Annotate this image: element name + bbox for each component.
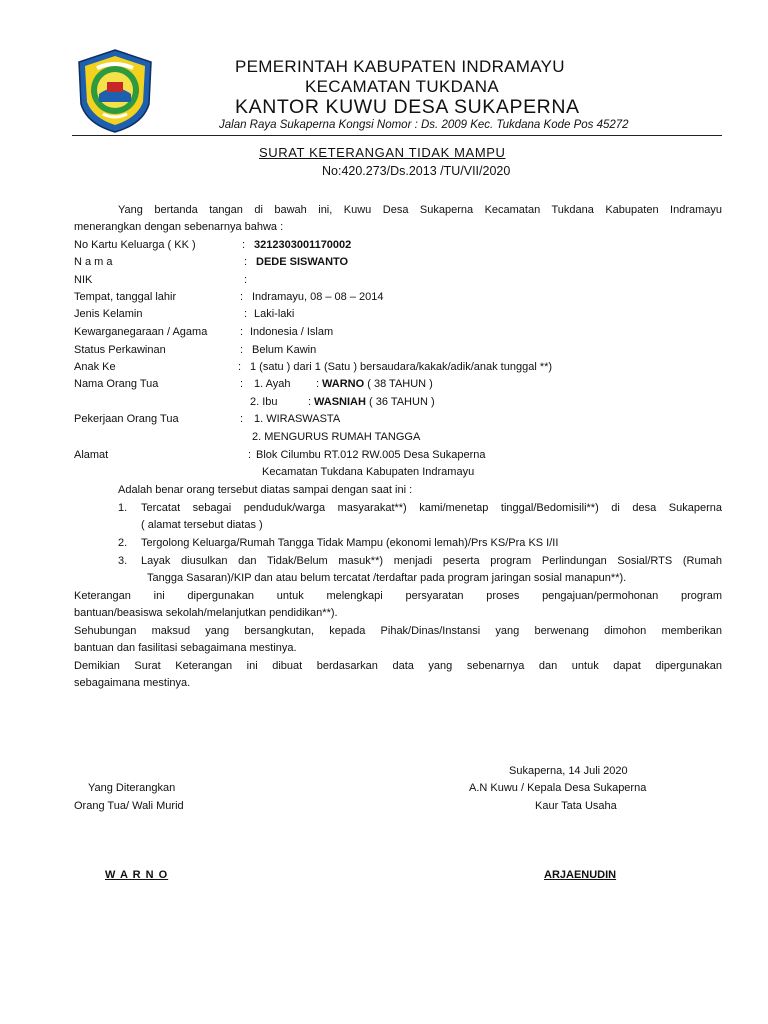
parent-father-age: ( 38 TAHUN ) (364, 378, 433, 390)
field-colon: : (240, 291, 244, 303)
point-1-line-2: ( alamat tersebut diatas ) (141, 519, 263, 531)
point-3-number: 3. (118, 555, 128, 567)
field-value-kk: 3212303001170002 (254, 239, 352, 251)
field-label-kk: No Kartu Keluarga ( KK ) (74, 239, 196, 251)
statement-intro: Adalah benar orang tersebut diatas sampai dengan saat ini : (118, 484, 413, 496)
point-3-line-1: Layak diusulkan dan Tidak/Belum masuk**) menjadi peserta program Perlindungan Sosial/RTS (Rumah (141, 555, 722, 567)
intro-line-2: menerangkan dengan sebenarnya bahwa : (74, 221, 284, 233)
field-colon: : (240, 344, 244, 356)
field-colon: : (238, 361, 242, 373)
field-colon: : (242, 239, 246, 251)
field-colon: : (308, 396, 312, 408)
parent-mother-label: 2. Ibu (250, 396, 278, 408)
intro-line-1: Yang bertanda tangan di bawah ini, Kuwu Desa Sukaperna Kecamatan Tukdana Kabupaten Indramayu (118, 204, 722, 216)
parent-mother-name: WASNIAH (314, 396, 366, 408)
header-divider (72, 135, 722, 136)
field-label-birth: Tempat, tanggal lahir (74, 291, 177, 303)
field-value-address-2: Kecamatan Tukdana Kabupaten Indramayu (262, 466, 475, 478)
field-colon: : (244, 308, 248, 320)
signature-right-title: A.N Kuwu / Kepala Desa Sukaperna (469, 782, 647, 794)
field-value-child: 1 (satu ) dari 1 (Satu ) bersaudara/kakak/adik/anak tunggal **) (250, 361, 553, 373)
paragraph-1-line-1: Keterangan ini dipergunakan untuk melengkapi persyaratan proses pengajuan/permohonan program (74, 590, 722, 602)
document-number: No:420.273/Ds.2013 /TU/VII/2020 (322, 164, 511, 178)
field-label-parents: Nama Orang Tua (74, 378, 159, 390)
parent-mother-line (314, 396, 435, 408)
paragraph-2-line-1: Sehubungan maksud yang bersangkutan, kepada Pihak/Dinas/Instansi yang berwenang dimohon memberikan (74, 625, 722, 637)
parent-father-name: WARNO (322, 378, 365, 390)
field-label-marital: Status Perkawinan (74, 344, 166, 356)
paragraph-2-line-2: bantuan dan fasilitasi sebagaimana mestinya. (74, 642, 297, 654)
field-value-name: DEDE SISWANTO (256, 256, 349, 268)
header-government: PEMERINTAH KABUPATEN INDRAMAYU (235, 57, 565, 76)
field-colon: : (244, 256, 248, 268)
signature-left-name: W A R N O (105, 869, 169, 881)
field-label-nationality: Kewarganegaraan / Agama (74, 326, 208, 338)
paragraph-3-line-1: Demikian Surat Keterangan ini dibuat berdasarkan data yang sebenarnya dan untuk dapat dipergunakan (74, 660, 722, 672)
field-value-occupation-1: 1. WIRASWASTA (254, 413, 341, 425)
header-office: KANTOR KUWU DESA SUKAPERNA (235, 96, 580, 118)
paragraph-1-line-2: bantuan/beasiswa sekolah/melanjutkan pendidikan**). (74, 607, 338, 619)
signature-date: Sukaperna, 14 Juli 2020 (509, 765, 628, 777)
field-label-occupation: Pekerjaan Orang Tua (74, 413, 179, 425)
field-value-occupation-2: 2. MENGURUS RUMAH TANGGA (252, 431, 421, 443)
field-colon: : (240, 378, 244, 390)
point-2-line-1: Tergolong Keluarga/Rumah Tangga Tidak Mampu (ekonomi lemah)/Prs KS/Pra KS I/II (141, 537, 559, 549)
field-value-gender: Laki-laki (254, 308, 295, 320)
signature-left-title: Yang Diterangkan (88, 782, 176, 794)
header-district: KECAMATAN TUKDANA (305, 77, 500, 96)
field-label-name: N a m a (74, 256, 113, 268)
field-colon: : (240, 413, 244, 425)
field-label-gender: Jenis Kelamin (74, 308, 143, 320)
field-label-address: Alamat (74, 449, 109, 461)
signature-right-subtitle: Kaur Tata Usaha (535, 800, 617, 812)
field-value-marital: Belum Kawin (252, 344, 317, 356)
field-value-nationality: Indonesia / Islam (250, 326, 334, 338)
point-3-line-2: Tangga Sasaran)/KIP dan atau belum tercatat /terdaftar pada program jaringan sosial manapun**). (147, 572, 627, 584)
parent-father-line (322, 378, 433, 390)
field-colon: : (248, 449, 252, 461)
point-1-number: 1. (118, 502, 128, 514)
point-1-line-1: Tercatat sebagai penduduk/warga masyarakat**) kami/menetap tinggal/Bedomisili**) di desa Sukaperna (141, 502, 722, 514)
field-colon: : (316, 378, 320, 390)
paragraph-3-line-2: sebagaimana mestinya. (74, 677, 191, 689)
field-value-birth: Indramayu, 08 – 08 – 2014 (252, 291, 384, 303)
signature-left-subtitle: Orang Tua/ Wali Murid (74, 800, 184, 812)
field-colon: : (240, 326, 244, 338)
document-title: SURAT KETERANGAN TIDAK MAMPU (259, 145, 506, 160)
field-label-nik: NIK (74, 274, 93, 286)
point-2-number: 2. (118, 537, 128, 549)
field-colon: : (244, 274, 248, 286)
signature-right-name: ARJAENUDIN (544, 869, 617, 881)
field-label-child: Anak Ke (74, 361, 116, 373)
parent-mother-age: ( 36 TAHUN ) (365, 396, 435, 408)
header-address: Jalan Raya Sukaperna Kongsi Nomor : Ds. 2009 Kec. Tukdana Kode Pos 45272 (219, 119, 629, 131)
parent-father-label: 1. Ayah (254, 378, 291, 390)
field-value-address-1: Blok Cilumbu RT.012 RW.005 Desa Sukaperna (256, 449, 486, 461)
regency-emblem-logo (77, 48, 153, 134)
